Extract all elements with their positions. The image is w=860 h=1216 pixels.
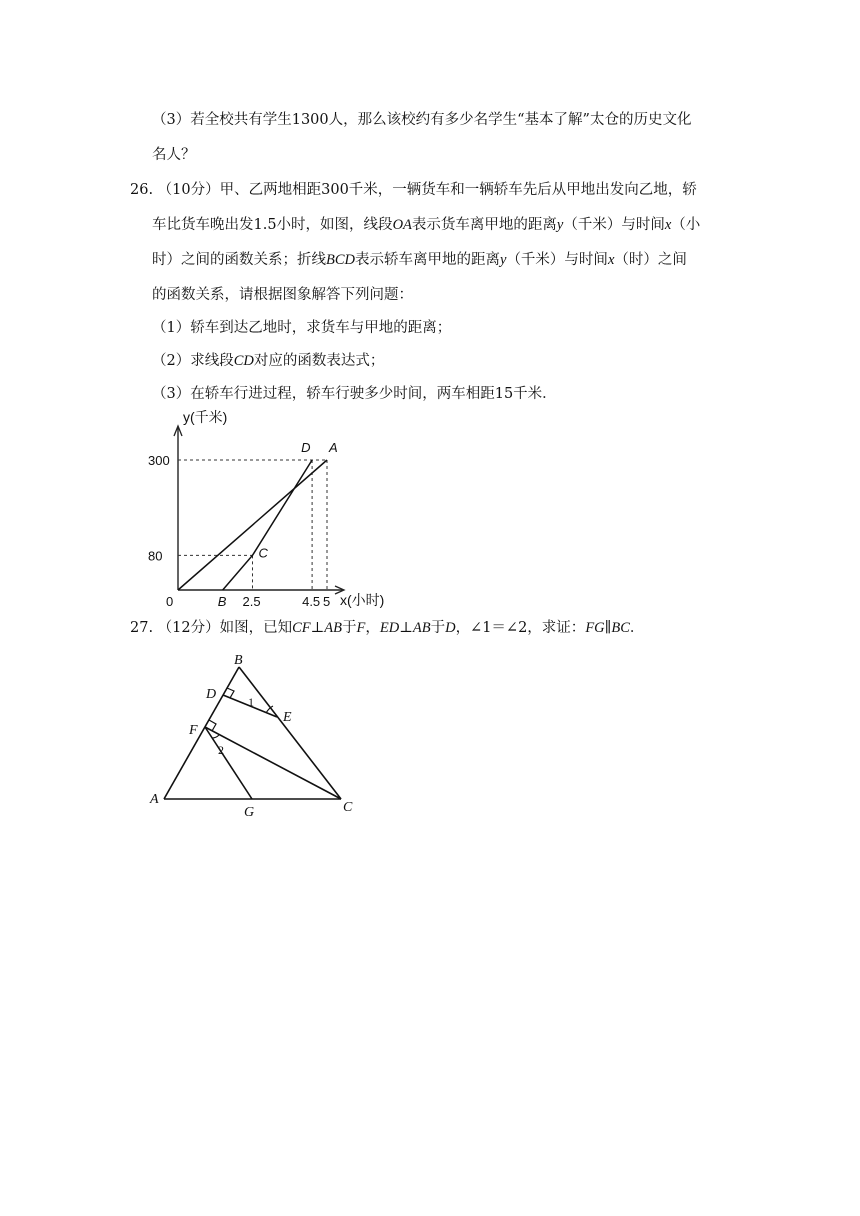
- q27-text2: 于: [342, 620, 357, 636]
- q27-perp1: ⊥: [310, 620, 325, 636]
- q27-f: F: [356, 620, 366, 636]
- label-a: A: [150, 792, 159, 807]
- q26-number: 26.: [130, 182, 154, 198]
- q27-ab2: AB: [412, 620, 431, 636]
- q27-bc: BC: [611, 620, 630, 636]
- q26-line4: 的函数关系，请根据图象解答下列问题：: [152, 287, 413, 303]
- point-label-d: D: [301, 440, 311, 455]
- label-2: 2: [218, 743, 224, 757]
- tick-2-5: 2.5: [242, 594, 261, 609]
- q26-sub2-a: （2）求线段: [152, 353, 234, 369]
- q26-x: x: [664, 217, 672, 233]
- tick-80: 80: [148, 548, 163, 564]
- point-label-c: C: [258, 545, 268, 561]
- q27-comma: ，: [365, 620, 380, 636]
- q26-text2c: （千米）与时间: [563, 217, 665, 233]
- tick-4-5: 4.5: [302, 594, 321, 609]
- series-oa: [178, 460, 327, 590]
- q26-text2d: （小: [671, 217, 701, 233]
- q27-ab1: AB: [324, 620, 343, 636]
- point-label-a: A: [329, 440, 338, 455]
- q26-text2b: 表示货车离甲地的距离: [411, 217, 557, 233]
- tick-300: 300: [148, 453, 170, 468]
- q27-parallel: ∥: [604, 620, 612, 636]
- q27-line1: [130, 618, 644, 638]
- label-e: E: [283, 710, 292, 725]
- q26-text3d: （时）之间: [614, 252, 687, 268]
- q27-perp2: ⊥: [399, 620, 413, 636]
- q26-text3c: （千米）与时间: [506, 252, 608, 268]
- q27-d: D: [445, 620, 456, 636]
- series-bcd: [223, 460, 312, 590]
- q27-cf: CF: [292, 620, 311, 636]
- q26-y: y: [556, 217, 564, 233]
- q27-ed: ED: [379, 620, 400, 636]
- q27-score: （12分）: [157, 620, 220, 636]
- q26-text3a: 时）之间的函数关系；折线: [152, 252, 326, 268]
- q26-oa: OA: [392, 217, 412, 233]
- q26-score: （10分）: [157, 182, 220, 198]
- q26-sub1: （1）轿车到达乙地时，求货车与甲地的距离；: [152, 320, 452, 336]
- label-c: C: [343, 800, 353, 815]
- q27-text4: ，∠1＝∠2，求证：: [455, 620, 586, 636]
- segment-ab: [164, 667, 239, 799]
- label-d: D: [206, 687, 217, 702]
- q26-text1: 甲、乙两地相距300千米，一辆货车和一辆轿车先后从甲地出发向乙地，轿: [219, 182, 697, 198]
- q26-y2: y: [500, 252, 507, 268]
- q26-cd: CD: [233, 353, 254, 369]
- q26-x2: x: [607, 252, 615, 268]
- label-1: 1: [248, 695, 254, 709]
- segment-bc: [239, 667, 341, 799]
- q26-text3b: 表示轿车离甲地的距离: [355, 252, 500, 268]
- tick-origin: 0: [166, 594, 174, 609]
- q27-number: 27.: [130, 620, 154, 636]
- triangle-figure: [140, 650, 370, 820]
- tick-5: 5: [323, 594, 331, 609]
- y-axis-label: y(千米): [183, 409, 228, 425]
- segment-cf: [205, 727, 341, 799]
- q26-sub3: （3）在轿车行进过程，轿车行驶多少时间，两车相距15千米．: [152, 386, 557, 402]
- angle-mark-2: [212, 735, 219, 738]
- q26-text2a: 车比货车晚出发1.5小时，如图，线段: [152, 217, 393, 233]
- q25-part3-line2: 名人？: [152, 147, 196, 163]
- q26-sub2-b: 对应的函数表达式；: [253, 353, 385, 369]
- q27-text3: 于: [430, 620, 446, 636]
- label-g: G: [244, 805, 255, 820]
- label-f: F: [189, 723, 198, 738]
- q27-period: ．: [629, 620, 645, 636]
- q27-text1: 如图，已知: [219, 620, 293, 636]
- q27-fg: FG: [585, 620, 605, 636]
- label-b: B: [234, 653, 243, 668]
- q26-bcd: BCD: [326, 252, 355, 268]
- tick-b: B: [217, 594, 227, 609]
- q25-part3-line1: （3）若全校共有学生1300人，那么该校约有多少名学生“基本了解”太仓的历史文化: [152, 112, 692, 128]
- x-axis-label: x(小时): [340, 592, 385, 608]
